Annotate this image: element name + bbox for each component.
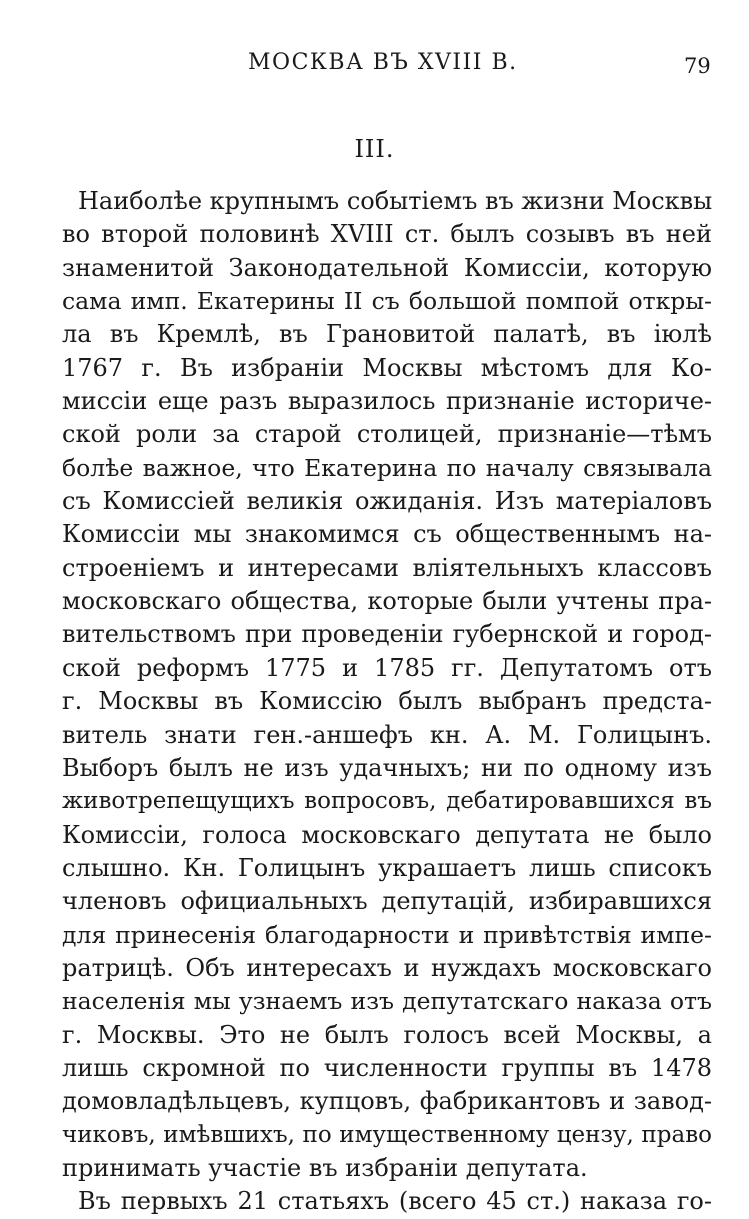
- text-line: Комиссіи, голоса московскаго депутата не было: [62, 820, 712, 849]
- text-line: сама имп. Екатерины II съ большой помпой откры-: [62, 287, 712, 316]
- text-line: принимать участіе въ избраніи депутата.: [62, 1153, 588, 1182]
- text-line: ской реформъ 1775 и 1785 гг. Депутатомъ отъ: [62, 653, 712, 682]
- text-line: ратрицѣ. Объ интересахъ и нуждахъ московскаго: [62, 953, 712, 982]
- text-line: г. Москвы. Это не былъ голосъ всей Москвы, а: [62, 1020, 712, 1049]
- text-line: витель знати ген.-аншефъ кн. А. М. Голицынъ.: [62, 720, 712, 749]
- text-line: 1767 г. Въ избраніи Москвы мѣстомъ для Ко-: [62, 353, 712, 382]
- text-line: миссіи еще разъ выразилось признаніе историче-: [62, 387, 712, 416]
- text-line: ской роли за старой столицей, признаніе—тѣмъ: [62, 420, 712, 449]
- text-line: съ Комиссіей великія ожиданія. Изъ матеріаловъ: [62, 487, 712, 516]
- text-line: вительствомъ при проведеніи губернской и город-: [62, 620, 712, 649]
- running-title: МОСКВА ВЪ XVIII В.: [248, 50, 518, 75]
- text-line: лишь скромной по численности группы въ 1478: [62, 1053, 712, 1082]
- text-line: Наиболѣе крупнымъ событіемъ въ жизни Москвы: [78, 187, 712, 215]
- text-line: слышно. Кн. Голицынъ украшаетъ лишь списокъ: [62, 853, 712, 882]
- text-line: членовъ официальныхъ депутацій, избиравшихся: [62, 887, 712, 916]
- section-heading: III.: [354, 135, 395, 163]
- text-line: для принесенія благодарности и привѣтствія импе-: [62, 920, 712, 949]
- text-line: ла въ Кремлѣ, въ Грановитой палатѣ, въ іюлѣ: [62, 320, 712, 349]
- page-number: 79: [684, 54, 711, 78]
- text-line: знаменитой Законодательной Комиссіи, которую: [62, 253, 712, 282]
- text-line: московскаго общества, которые были учтены пра-: [62, 587, 712, 616]
- text-line: населенія мы узнаемъ изъ депутатскаго наказа отъ: [62, 987, 712, 1016]
- text-line: болѣе важное, что Екатерина по началу связывала: [62, 453, 712, 482]
- text-line: Выборъ былъ не изъ удачныхъ; ни по одному изъ: [62, 753, 712, 782]
- text-line: Комиссіи мы знакомимся съ общественнымъ на-: [62, 520, 712, 549]
- text-line: строеніемъ и интересами вліятельныхъ классовъ: [62, 553, 712, 582]
- running-header: [0, 50, 749, 80]
- text-line: Въ первыхъ 21 статьяхъ (всего 45 ст.) наказа го-: [78, 1187, 712, 1216]
- text-line: домовладѣльцевъ, купцовъ, фабрикантовъ и завод-: [62, 1087, 712, 1116]
- text-line: чиковъ, имѣвшихъ, по имущественному цензу, право: [62, 1121, 712, 1148]
- text-line: во второй половинѣ XVIII ст. былъ созывъ въ ней: [62, 220, 712, 249]
- text-line: животрепещущихъ вопросовъ, дебатировавшихся въ: [62, 788, 712, 815]
- body-text: [62, 185, 712, 1219]
- text-line: г. Москвы въ Комиссію былъ выбранъ предста-: [62, 687, 712, 716]
